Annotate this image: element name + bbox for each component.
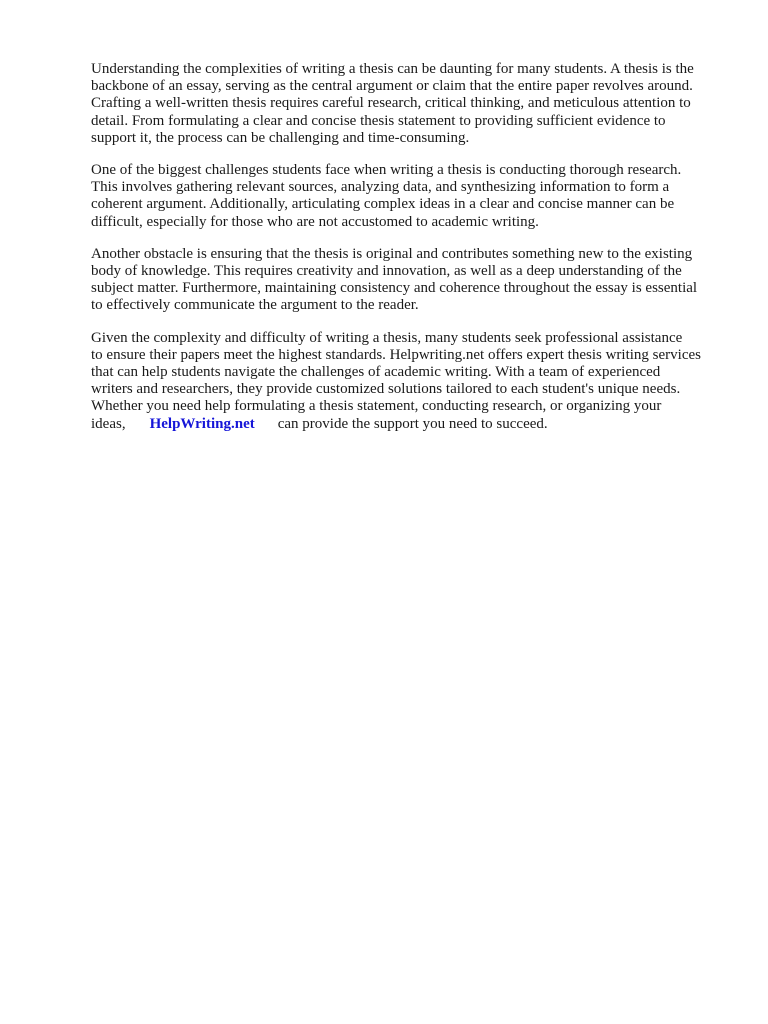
- text-line: writers and researchers, they provide customized solutions tailored to each student's unique needs.: [91, 381, 681, 398]
- paragraph-1: [91, 61, 731, 147]
- closing-line-start: ideas,: [91, 415, 126, 432]
- text-line: backbone of an essay, serving as the central argument or claim that the entire paper revolves around.: [91, 78, 693, 95]
- text-line: coherent argument. Additionally, articulating complex ideas in a clear and concise manner can be: [91, 196, 675, 213]
- document-body: [91, 61, 731, 448]
- closing-line: [91, 416, 731, 433]
- text-line: Given the complexity and difficulty of writing a thesis, many students seek professional assistance: [91, 329, 683, 346]
- paragraph-2: [91, 162, 731, 231]
- text-line: to ensure their papers meet the highest standards. Helpwriting.net offers expert thesis writing services: [91, 346, 701, 363]
- closing-line-end: can provide the support you need to succeed.: [277, 415, 548, 432]
- paragraph-4: [91, 330, 731, 433]
- text-line: Another obstacle is ensuring that the thesis is original and contributes something new to the existing: [91, 245, 693, 262]
- helpwriting-link[interactable]: HelpWriting.net: [149, 415, 255, 432]
- text-line: difficult, especially for those who are not accustomed to academic writing.: [91, 213, 539, 230]
- text-line: support it, the process can be challenging and time-consuming.: [91, 129, 470, 146]
- text-line: Crafting a well-written thesis requires careful research, critical thinking, and meticulous attention to: [91, 95, 691, 112]
- text-line: One of the biggest challenges students face when writing a thesis is conducting thorough research.: [91, 162, 682, 179]
- text-line: that can help students navigate the challenges of academic writing. With a team of experienced: [91, 364, 661, 381]
- text-line: detail. From formulating a clear and concise thesis statement to providing sufficient evidence to: [91, 112, 666, 129]
- text-line: to effectively communicate the argument to the reader.: [91, 297, 419, 314]
- text-line: Whether you need help formulating a thesis statement, conducting research, or organizing your: [91, 398, 662, 415]
- text-line: Understanding the complexities of writing a thesis can be daunting for many students. A thesis is the: [91, 61, 694, 77]
- text-line: body of knowledge. This requires creativity and innovation, as well as a deep understanding of the: [91, 263, 682, 280]
- text-line: This involves gathering relevant sources, analyzing data, and synthesizing information to form a: [91, 179, 670, 196]
- text-line: subject matter. Furthermore, maintaining consistency and coherence throughout the essay is essential: [91, 280, 698, 297]
- paragraph-3: [91, 246, 731, 315]
